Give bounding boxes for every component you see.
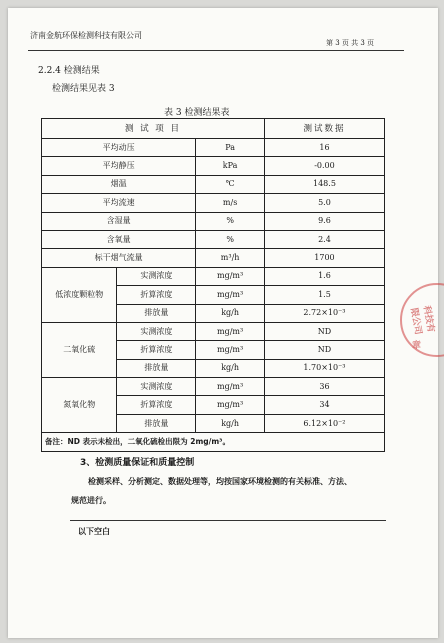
qc-title: 3、检测质量保证和质量控制	[80, 458, 195, 468]
row-value: 2.4	[264, 230, 384, 248]
company-name: 济南金航环保检测科技有限公司	[30, 31, 142, 40]
row-unit: mg/m³	[196, 396, 265, 414]
row-value: ND	[264, 322, 384, 340]
table-note: 备注：ND 表示未检出，二氧化硫检出限为 2mg/m³。	[42, 433, 385, 451]
row-label: 折算浓度	[117, 286, 196, 304]
row-value: 16	[264, 139, 384, 157]
results-table	[41, 118, 385, 452]
row-value: 1.6	[264, 267, 384, 285]
row-label: 实测浓度	[117, 267, 196, 285]
row-unit: kg/h	[196, 414, 265, 432]
group-name: 二氧化硫	[42, 322, 117, 377]
section-intro: 检测结果见表 3	[52, 84, 115, 94]
row-value: 34	[264, 396, 384, 414]
row-unit: ℃	[196, 175, 265, 193]
stamp-seal-char: 章	[412, 341, 422, 351]
qc-paragraph-line1: 检测采样、分析测定、数据处理等，均按国家环境检测的有关标准、方法、	[88, 477, 352, 486]
row-unit: mg/m³	[196, 341, 265, 359]
row-value: 6.12×10⁻²	[264, 414, 384, 432]
table-row	[42, 378, 385, 396]
row-value: 1700	[264, 249, 384, 267]
row-value: 1.70×10⁻³	[264, 359, 384, 377]
row-value: 148.5	[264, 175, 384, 193]
row-unit: %	[196, 212, 265, 230]
row-value: 5.0	[264, 194, 384, 212]
table-row	[42, 267, 385, 285]
table-row	[42, 212, 385, 230]
header-divider	[28, 50, 404, 51]
row-unit: kg/h	[196, 304, 265, 322]
table-row	[42, 175, 385, 193]
end-blank-text: 以下空白	[78, 527, 110, 536]
table-row	[42, 322, 385, 340]
row-label: 排放量	[117, 304, 196, 322]
row-label: 排放量	[117, 359, 196, 377]
end-divider	[70, 520, 386, 521]
qc-paragraph-line2: 规范进行。	[71, 496, 111, 505]
document-page	[8, 8, 438, 638]
table-header-row	[42, 119, 385, 139]
page-number: 第 3 页 共 3 页	[326, 39, 375, 47]
row-value: 36	[264, 378, 384, 396]
row-unit: kPa	[196, 157, 265, 175]
row-value: ND	[264, 341, 384, 359]
row-label: 平均动压	[42, 139, 196, 157]
row-label: 排放量	[117, 414, 196, 432]
table-row	[42, 249, 385, 267]
row-label: 实测浓度	[117, 322, 196, 340]
row-label: 含湿量	[42, 212, 196, 230]
row-label: 折算浓度	[117, 341, 196, 359]
group-name: 氮氧化物	[42, 378, 117, 433]
row-value: 9.6	[264, 212, 384, 230]
row-unit: mg/m³	[196, 378, 265, 396]
stamp-text: 科技有限公司	[408, 304, 436, 336]
row-unit: mg/m³	[196, 286, 265, 304]
row-label: 实测浓度	[117, 378, 196, 396]
row-value: 2.72×10⁻³	[264, 304, 384, 322]
group-name: 低浓度颗粒物	[42, 267, 117, 322]
row-value: -0.00	[264, 157, 384, 175]
row-unit: kg/h	[196, 359, 265, 377]
table-row	[42, 230, 385, 248]
row-label: 折算浓度	[117, 396, 196, 414]
row-unit: %	[196, 230, 265, 248]
row-unit: mg/m³	[196, 267, 265, 285]
row-value: 1.5	[264, 286, 384, 304]
section-title: 2.2.4 检测结果	[38, 66, 100, 76]
table-row	[42, 157, 385, 175]
row-label: 含氧量	[42, 230, 196, 248]
row-unit: m/s	[196, 194, 265, 212]
row-label: 标干烟气流量	[42, 249, 196, 267]
row-label: 平均流速	[42, 194, 196, 212]
table-row	[42, 139, 385, 157]
header-item: 测 试 项 目	[42, 119, 265, 139]
row-label: 平均静压	[42, 157, 196, 175]
table-row	[42, 194, 385, 212]
table-note-row	[42, 433, 385, 451]
row-unit: Pa	[196, 139, 265, 157]
row-label: 烟温	[42, 175, 196, 193]
header-value: 测试数据	[264, 119, 384, 139]
row-unit: mg/m³	[196, 322, 265, 340]
table-caption: 表 3 检测结果表	[164, 108, 230, 118]
row-unit: m³/h	[196, 249, 265, 267]
